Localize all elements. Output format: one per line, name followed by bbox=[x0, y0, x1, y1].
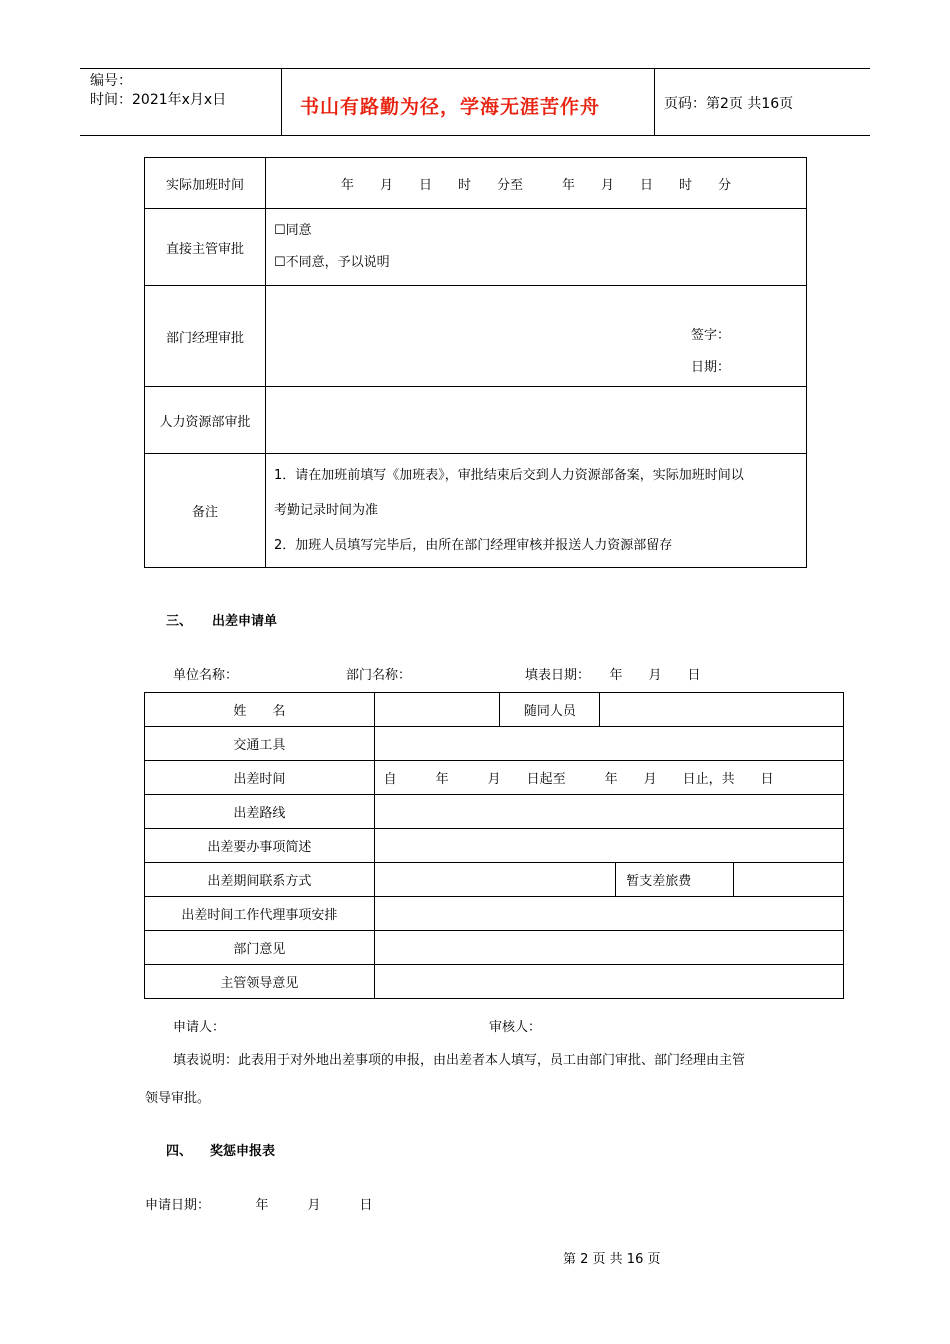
remark-label: 备注 bbox=[145, 454, 266, 568]
advance-label: 暂支差旅费 bbox=[616, 863, 734, 897]
header-page-code: 页码：第2页 共16页 bbox=[664, 96, 794, 112]
fill-date-label: 填表日期： 年 月 日 bbox=[525, 668, 701, 683]
footer-page-number: 第 2 页 共 16 页 bbox=[563, 1252, 661, 1267]
leader-opinion-label: 主管领导意见 bbox=[145, 965, 375, 999]
sign-label: 签字： bbox=[691, 328, 731, 343]
contact-label: 出差期间联系方式 bbox=[145, 863, 375, 897]
section4-number: 四、 bbox=[166, 1144, 193, 1159]
header-divider-right bbox=[654, 68, 655, 136]
remark-cell bbox=[266, 454, 807, 568]
companion-label: 随同人员 bbox=[500, 693, 600, 727]
actual-time-label: 实际加班时间 bbox=[145, 158, 266, 209]
apply-date-label: 申请日期： 年 月 日 bbox=[145, 1198, 373, 1213]
agent-label: 出差时间工作代理事项安排 bbox=[145, 897, 375, 931]
route-label: 出差路线 bbox=[145, 795, 375, 829]
header-motto: 书山有路勤为径，学海无涯苦作舟 bbox=[300, 96, 601, 118]
manager-approval-label: 部门经理审批 bbox=[145, 286, 266, 387]
section4-heading: 奖惩申报表 bbox=[210, 1144, 276, 1159]
overtime-table bbox=[144, 157, 807, 568]
supervisor-approval-label: 直接主管审批 bbox=[145, 209, 266, 286]
route-value[interactable] bbox=[374, 795, 843, 829]
header-bottom-line bbox=[80, 135, 870, 136]
trip-time-value[interactable]: 自 年 月 日起至 年 月 日止，共 日 bbox=[374, 761, 843, 795]
agent-value[interactable] bbox=[374, 897, 843, 931]
remark-2: 2．加班人员填写完毕后，由所在部门经理审核并报送人力资源部留存 bbox=[274, 538, 673, 553]
remark-1a: 1．请在加班前填写《加班表》，审批结束后交到人力资源部备案，实际加班时间以 bbox=[274, 468, 744, 483]
fill-note-line1: 填表说明：此表用于对外地出差事项的申报，由出差者本人填写，员工由部门审批、部门经理由主管 bbox=[173, 1053, 746, 1068]
advance-value[interactable] bbox=[734, 863, 844, 897]
disagree-checkbox[interactable]: ☐不同意，予以说明 bbox=[274, 255, 390, 270]
agree-checkbox[interactable]: ☐同意 bbox=[274, 223, 312, 238]
matters-value[interactable] bbox=[374, 829, 843, 863]
trip-time-label: 出差时间 bbox=[145, 761, 375, 795]
companion-value[interactable] bbox=[600, 693, 844, 727]
hr-approval-label: 人力资源部审批 bbox=[145, 387, 266, 454]
header-number: 编号： bbox=[90, 73, 132, 89]
header-divider-left bbox=[281, 68, 282, 136]
date-label: 日期： bbox=[691, 360, 731, 375]
name-value[interactable] bbox=[374, 693, 500, 727]
supervisor-approval-cell bbox=[266, 209, 807, 286]
contact-value[interactable] bbox=[374, 863, 616, 897]
transport-value[interactable] bbox=[374, 727, 843, 761]
remark-1b: 考勤记录时间为准 bbox=[274, 503, 379, 518]
header-time: 时间：2021年x月x日 bbox=[90, 92, 227, 108]
reviewer-label: 审核人： bbox=[489, 1020, 542, 1035]
fill-note-line2: 领导审批。 bbox=[145, 1091, 211, 1106]
hr-approval-cell[interactable] bbox=[266, 387, 807, 454]
actual-time-value[interactable]: 年 月 日 时 分至 年 月 日 时 分 bbox=[266, 158, 807, 209]
transport-label: 交通工具 bbox=[145, 727, 375, 761]
applicant-label: 申请人： bbox=[173, 1020, 226, 1035]
dept-opinion-label: 部门意见 bbox=[145, 931, 375, 965]
business-trip-table bbox=[144, 692, 844, 999]
dept-name-label: 部门名称： bbox=[346, 668, 412, 683]
name-label: 姓 名 bbox=[145, 693, 375, 727]
leader-opinion-value[interactable] bbox=[374, 965, 843, 999]
matters-label: 出差要办事项简述 bbox=[145, 829, 375, 863]
manager-approval-cell[interactable] bbox=[266, 286, 807, 387]
section3-number: 三、 bbox=[166, 614, 193, 629]
dept-opinion-value[interactable] bbox=[374, 931, 843, 965]
header-top-line bbox=[80, 68, 870, 69]
unit-name-label: 单位名称： bbox=[173, 668, 239, 683]
section3-heading: 出差申请单 bbox=[212, 614, 278, 629]
